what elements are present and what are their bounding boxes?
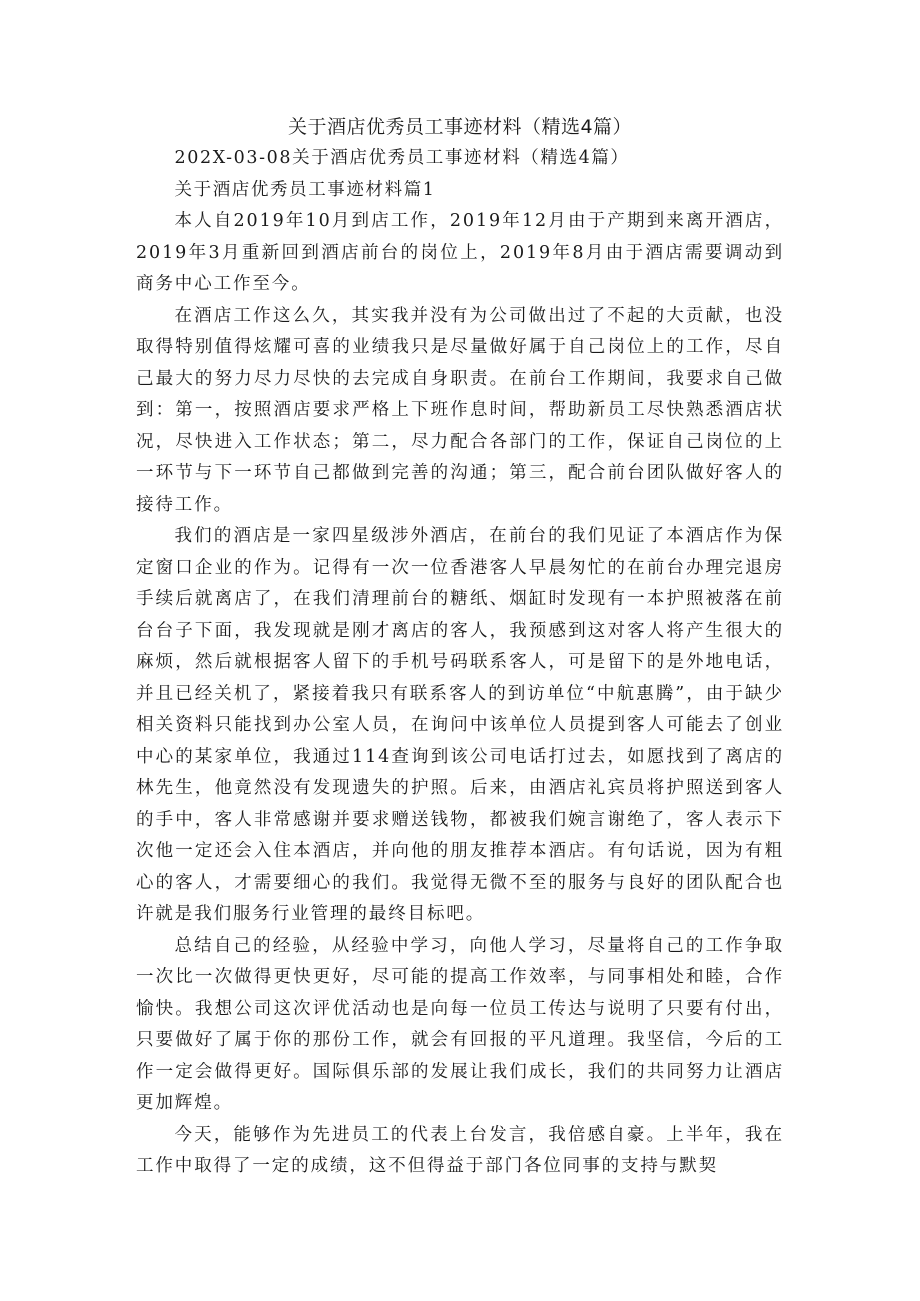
document-body	[136, 143, 784, 1183]
paragraph: 本人自2019年10月到店工作，2019年12月由于产期到来离开酒店，2019年3月重新回到酒店前台的岗位上，2019年8月由于酒店需要调动到商务中心工作至今。	[136, 211, 784, 294]
date-line: 202X-03-08关于酒店优秀员工事迹材料（精选4篇）	[174, 148, 630, 168]
paragraph: 我们的酒店是一家四星级涉外酒店，在前台的我们见证了本酒店作为保定窗口企业的作为。记得有一次一位香港客人早晨匆忙的在前台办理完退房手续后就离店了，在我们清理前台的糖纸、烟缸时发现有一本护照被落在前台台子下面，我发现就是刚才离店的客人，我预感到这对客人将产生很大的麻烦，然后就根据客人留下的手机号码联系客人，可是留下的是外地电话，并且已经关机了，紧接着我只有联系客人的到访单位“中航惠腾”，由于缺少相关资料只能找到办公室人员，在询问中该单位人员提到客人可能去了创业中心的某家单位，我通过114查询到该公司电话打过去，如愿找到了离店的林先生，他竟然没有发现遗失的护照。后来，由酒店礼宾员将护照送到客人的手中，客人非常感谢并要求赠送钱物，都被我们婉言谢绝了，客人表示下次他一定还会入住本酒店，并向他的朋友推荐本酒店。有句话说，因为有粗心的客人，才需要细心的我们。我觉得无微不至的服务与良好的团队配合也许就是我们服务行业管理的最终目标吧。	[136, 526, 784, 924]
paragraph: 今天，能够作为先进员工的代表上台发言，我倍感自豪。上半年，我在工作中取得了一定的成绩，这不但得益于部门各位同事的支持与默契	[136, 1124, 784, 1176]
section-heading: 关于酒店优秀员工事迹材料篇1	[174, 179, 436, 200]
paragraph: 在酒店工作这么久，其实我并没有为公司做出过了不起的大贡献，也没取得特别值得炫耀可喜的业绩我只是尽量做好属于自己岗位上的工作，尽自己最大的努力尽力尽快的去完成自身职责。在前台工作期间，我要求自己做到：第一，按照酒店要求严格上下班作息时间，帮助新员工尽快熟悉酒店状况，尽快进入工作状态；第二，尽力配合各部门的工作，保证自己岗位的上一环节与下一环节自己都做到完善的沟通；第三，配合前台团队做好客人的接待工作。	[136, 305, 784, 515]
paragraph: 总结自己的经验，从经验中学习，向他人学习，尽量将自己的工作争取一次比一次做得更快更好，尽可能的提高工作效率，与同事相处和睦，合作愉快。我想公司这次评优活动也是向每一位员工传达与说明了只要有付出，只要做好了属于你的那份工作，就会有回报的平凡道理。我坚信，今后的工作一定会做得更好。国际俱乐部的发展让我们成长，我们的共同努力让酒店更加辉煌。	[136, 935, 784, 1113]
document-title: 关于酒店优秀员工事迹材料（精选4篇）	[287, 116, 633, 138]
